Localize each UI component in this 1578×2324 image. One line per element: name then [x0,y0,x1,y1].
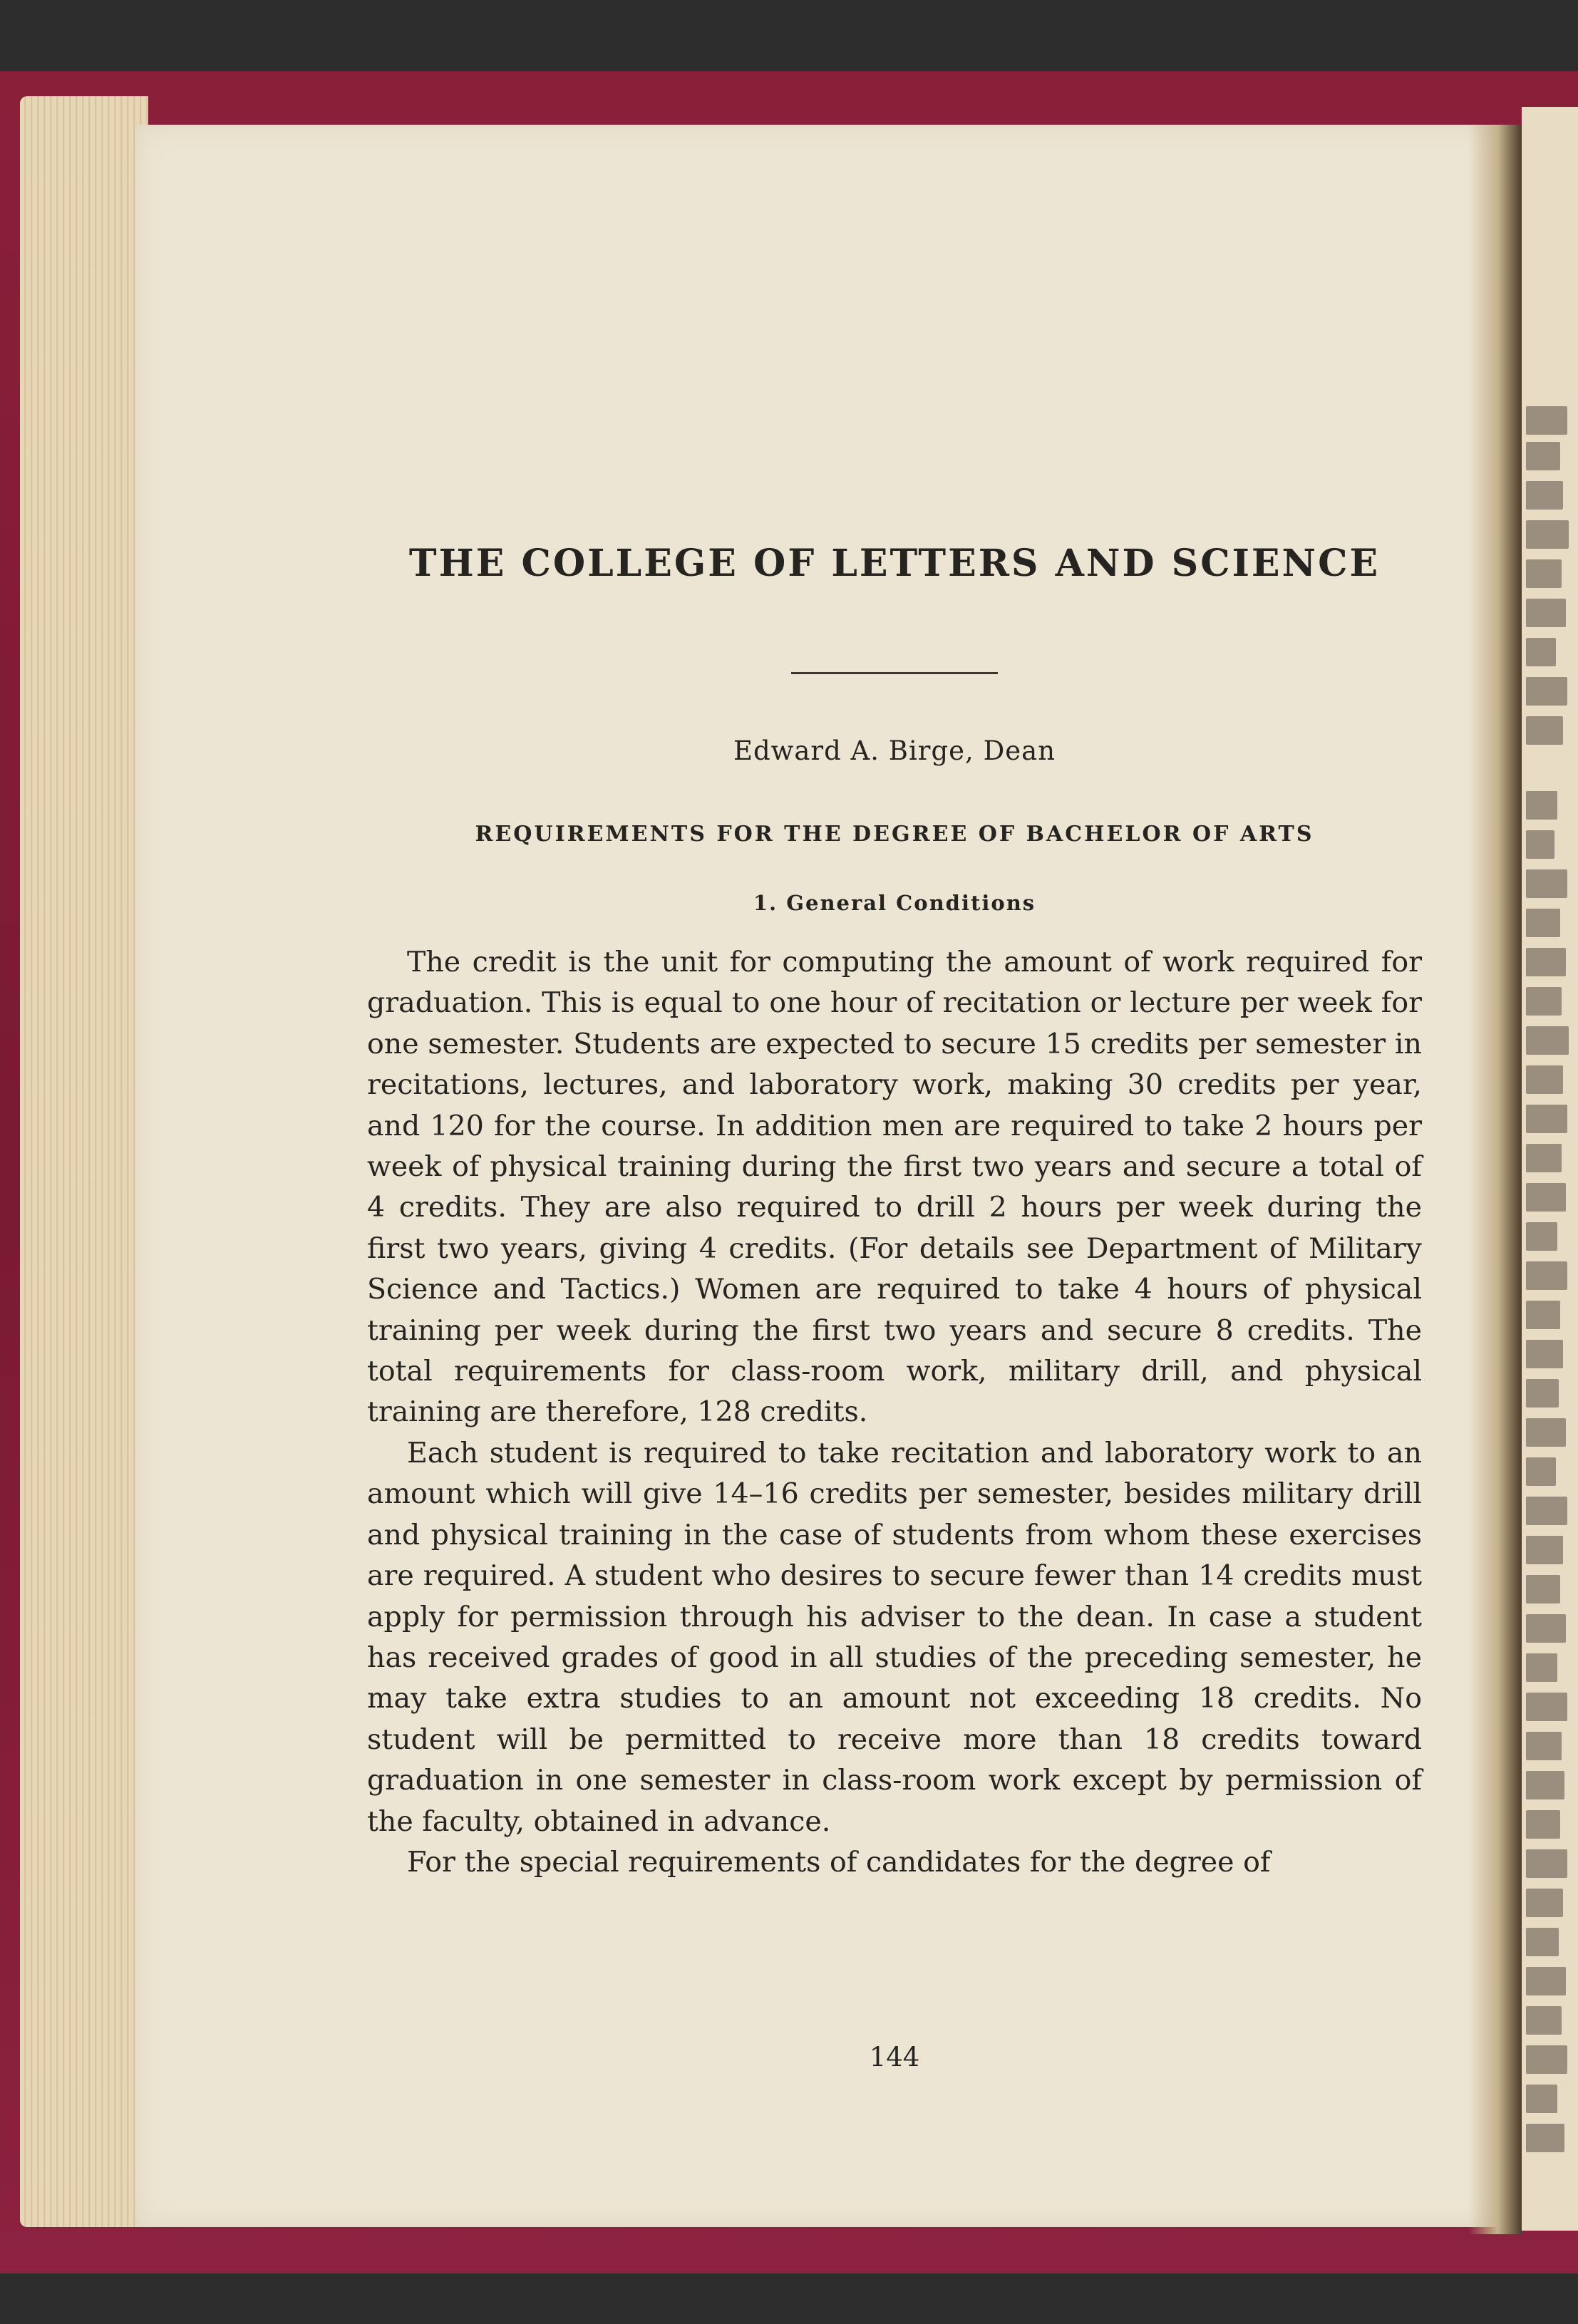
paragraph-special-requirements: For the special requirements of candidates for the degree of [407,1845,1271,1879]
title-divider [791,672,998,674]
page-edges [20,96,148,2227]
requirements-heading: REQUIREMENTS FOR THE DEGREE OF BACHELOR OF ARTS [475,822,1314,847]
paragraph-student-load: Each student is required to take recitation and laboratory work to an amount which will give 14–16 credits per semester, besides military drill and physical training in the case of students from whom these exercises are required. A student who desires to secure fewer than 14 credits must apply for permission through his adviser to the dean. In case a student has received grades of good in all studies of the preceding semester, he may take extra studies to an amount not exceeding 18 credits. No student will be permitted to receive more than 18 credits toward graduation in one semester in class-room work except by permission of the faculty, obtained in advance. [367,1436,1422,1838]
facing-page [1522,107,1578,2231]
dean-name: Edward A. Birge, Dean [733,735,1056,766]
page-content [367,499,1422,2072]
section-heading: 1. General Conditions [753,891,1036,915]
paragraph-credit: The credit is the unit for computing the amount of work required for graduation. This is equal to one hour of recitation or lecture per week for one semester. Students are expected to secure 15 credits per semester in recitations, lectures, and laboratory work, making 30 credits per year, and 120 for the course. In addition men are required to take 2 hours per week of physical training during the first two years and secure a total of 4 credits. They are also required to drill 2 hours per week during the first two years, giving 4 credits. (For details see Department of Military Science and Tactics.) Women are required to take 4 hours of physical training per week during the first two years and secure 8 credits. The total requirements for class-room work, military drill, and physical training are therefore, 128 credits. [367,946,1422,1429]
page-gutter [1468,125,1522,2234]
page-title: THE COLLEGE OF LETTERS AND SCIENCE [408,542,1381,585]
page-number: 144 [869,2042,920,2072]
